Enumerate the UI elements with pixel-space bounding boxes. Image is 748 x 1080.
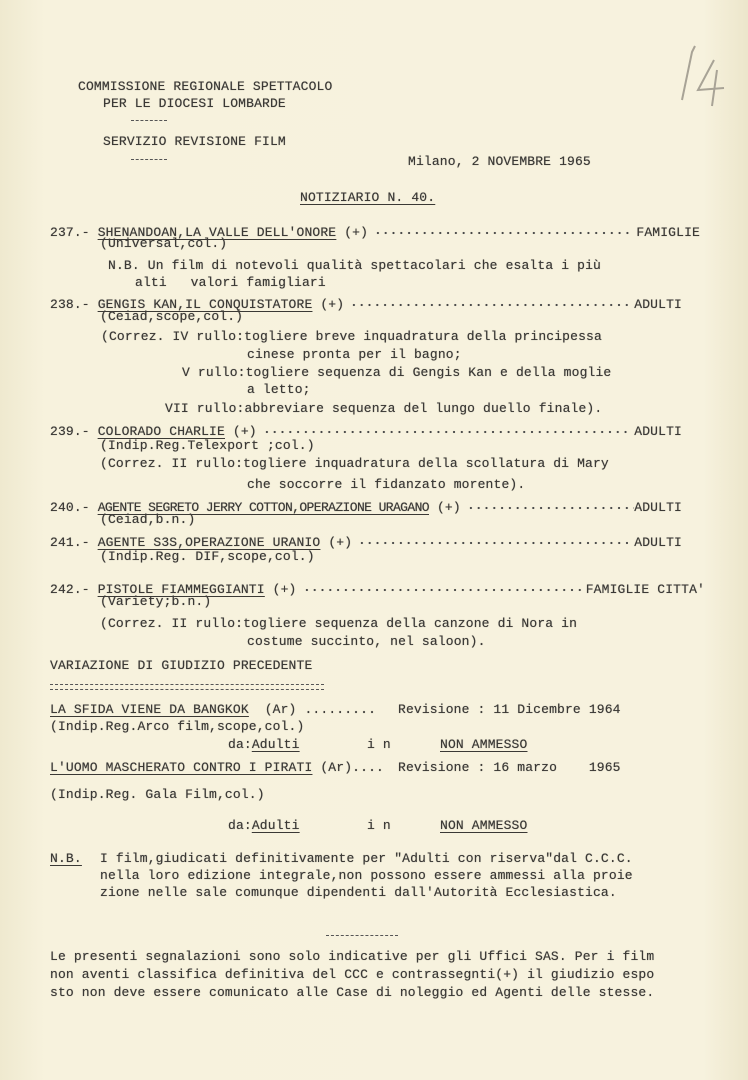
bulletin-title: NOTIZIARIO N. 40. [300, 190, 436, 205]
note: cinese pronta per il bagno; [247, 347, 462, 362]
in-label: i n [367, 737, 391, 752]
film-title: SHENANDOAN,LA VALLE DELL'ONORE [97, 225, 337, 240]
film-mark: (+) [272, 582, 297, 597]
film-mark: (+) [344, 225, 369, 240]
divider [131, 120, 167, 121]
footer-line: non aventi classifica definitiva del CCC e contrassegnti(+) il giudizio espo [50, 967, 655, 982]
handwritten-page-number [662, 40, 732, 110]
variation-title: L'UOMO MASCHERATO CONTRO I PIRATI (Ar).... [50, 760, 384, 775]
distributor: (Indip.Reg. Gala Film,col.) [50, 787, 265, 802]
entry-238 [50, 292, 682, 312]
double-rule [50, 684, 324, 690]
distributor: (Ceiad,b.n.) [100, 512, 196, 527]
entry-237 [50, 220, 700, 240]
variations-heading: VARIAZIONE DI GIUDIZIO PRECEDENTE [50, 658, 313, 673]
revision-date: Revisione : 16 marzo 1965 [398, 760, 621, 775]
note: che soccorre il fidanzato morente). [247, 477, 526, 492]
from-label: da: [228, 737, 252, 752]
nb-label: N.B. [50, 851, 82, 866]
note: (Correz. II rullo:togliere sequenza della canzone di Nora in [100, 616, 578, 631]
rating: FAMIGLIE [636, 225, 700, 240]
distributor: (Ceiad,scope,col.) [100, 309, 244, 324]
from-rating [228, 818, 300, 834]
entry-242 [50, 577, 705, 597]
distributor: (Indip.Reg.Telexport ;col.) [100, 438, 315, 453]
from-value: Adulti [251, 737, 300, 752]
film-mark: (+) [320, 297, 345, 312]
entry-239 [50, 419, 682, 439]
note: VII rullo:abbreviare sequenza del lungo duello finale). [165, 401, 603, 416]
distributor: (Indip.Reg.Arco film,scope,col.) [50, 719, 305, 734]
from-value: Adulti [251, 818, 300, 833]
revision-date: Revisione : 11 Dicembre 1964 [398, 702, 621, 717]
entry-number: 239.- [50, 424, 90, 439]
dot-leader [374, 220, 630, 236]
distributor: (Universal,col.) [100, 236, 228, 251]
film-mark: (+) [232, 424, 257, 439]
film-mark: (+) [328, 535, 353, 550]
entry-number: 238.- [50, 297, 90, 312]
dot-leader [358, 530, 628, 546]
note: (Correz. IV rullo:togliere breve inquadratura della principessa [101, 329, 602, 344]
film-title: L'UOMO MASCHERATO CONTRO I PIRATI [50, 760, 313, 775]
film-title: AGENTE SEGRETO JERRY COTTON,OPERAZIONE URAGANO [97, 500, 429, 515]
distributor: (Indip.Reg. DIF,scope,col.) [100, 549, 315, 564]
note: a letto; [247, 382, 311, 397]
rating: ADULTI [634, 535, 682, 550]
divider [326, 935, 398, 936]
note: V rullo:togliere sequenza di Gengis Kan e della moglie [182, 365, 612, 380]
dot-leader [467, 495, 634, 511]
org-line-1: COMMISSIONE REGIONALE SPETTACOLO [78, 79, 333, 94]
film-title: PISTOLE FIAMMEGGIANTI [97, 582, 265, 597]
entry-number: 237.- [50, 225, 90, 240]
note: alti valori famigliari [135, 275, 326, 290]
film-title: LA SFIDA VIENE DA BANGKOK [50, 702, 249, 717]
rating: ADULTI [634, 424, 682, 439]
nb-line: nella loro edizione integrale,non possono essere ammessi alla proie [100, 868, 633, 883]
nb-line: zione nelle sale comunque dipendenti dall'Autorità Ecclesiastica. [100, 885, 617, 900]
entry-241 [50, 530, 682, 550]
entry-number: 241.- [50, 535, 90, 550]
distributor: (Variety;b.n.) [100, 594, 212, 609]
rating: FAMIGLIE CITTA' [585, 582, 705, 597]
service-name: SERVIZIO REVISIONE FILM [103, 134, 286, 149]
in-label: i n [367, 818, 391, 833]
note: N.B. Un film di notevoli qualità spettacolari che esalta i più [108, 258, 601, 273]
dot-leader [303, 577, 586, 593]
rating: ADULTI [634, 297, 682, 312]
to-rating: NON AMMESSO [440, 818, 528, 833]
entry-240 [50, 495, 682, 515]
footer-line: sto non deve essere comunicato alle Case di noleggio ed Agenti delle stesse. [50, 985, 655, 1000]
from-rating [228, 737, 300, 753]
film-mark: (Ar) [320, 760, 353, 775]
nb-line: I film,giudicati definitivamente per "Adulti con riserva"dal C.C.C. [100, 851, 633, 866]
film-title: GENGIS KAN,IL CONQUISTATORE [97, 297, 313, 312]
to-rating: NON AMMESSO [440, 737, 528, 752]
dot-leader [350, 292, 628, 308]
film-mark: (Ar) [264, 702, 297, 717]
rating: ADULTI [634, 500, 682, 515]
note: (Correz. II rullo:togliere inquadratura della scollatura di Mary [100, 456, 609, 471]
variation-title: LA SFIDA VIENE DA BANGKOK (Ar) ......... [50, 702, 377, 717]
footer-line: Le presenti segnalazioni sono solo indicative per gli Uffici SAS. Per i film [50, 949, 655, 964]
date: Milano, 2 NOVEMBRE 1965 [408, 154, 591, 169]
dot-leader [263, 419, 629, 435]
entry-number: 242.- [50, 582, 90, 597]
film-title: COLORADO CHARLIE [97, 424, 225, 439]
note: costume succinto, nel saloon). [247, 634, 486, 649]
film-mark: (+) [436, 500, 461, 515]
from-label: da: [228, 818, 252, 833]
film-title: AGENTE S3S,OPERAZIONE URANIO [97, 535, 321, 550]
org-line-2: PER LE DIOCESI LOMBARDE [103, 96, 286, 111]
entry-number: 240.- [50, 500, 90, 515]
divider [131, 159, 167, 160]
